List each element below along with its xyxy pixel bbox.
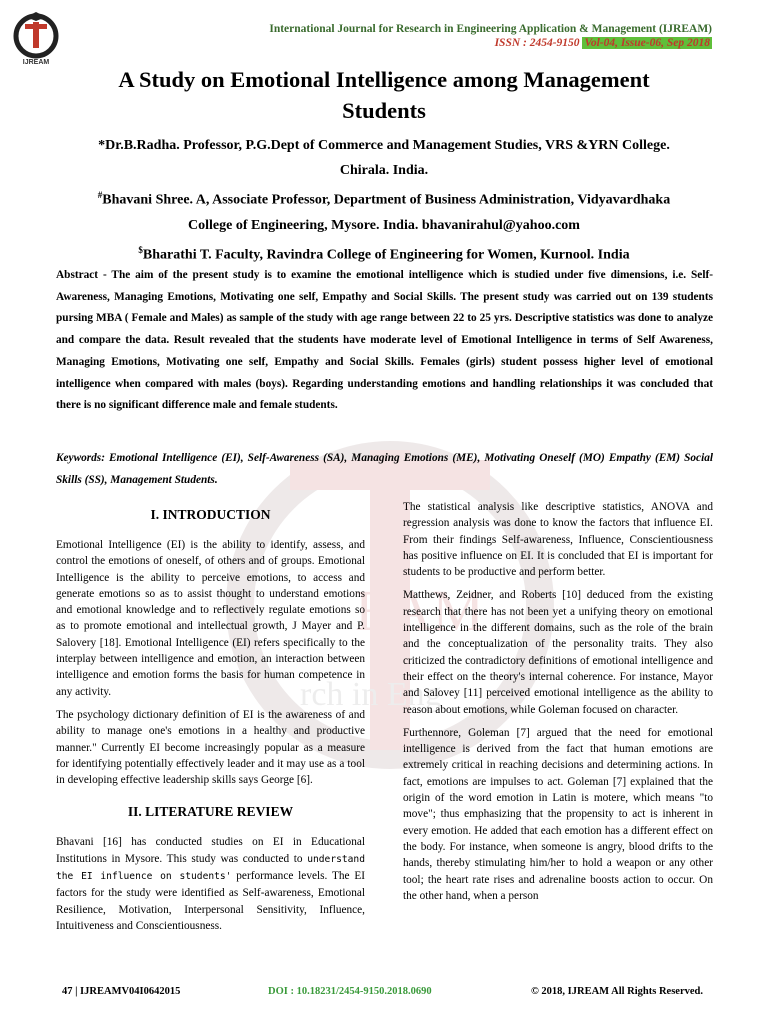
author-2: #Bhavani Shree. A, Associate Professor, Department of Business Administration, Vidyavardhaka [97,190,671,208]
keywords: Keywords: Emotional Intelligence (EI), Self-Awareness (SA), Managing Emotions (ME), Motivating Oneself (MO) Empathy (EM) Social Skills (SS), Management Students. [56,452,713,486]
author-2-affiliation: College of Engineering, Mysore. India. bhavanirahul@yahoo.com [188,217,580,233]
right-paragraph-1: The statistical analysis like descriptive statistics, ANOVA and regression analysis was done to know the factors that influence EI. From their findings Self-awareness, Influence, Conscientiousness has positive influence on EI. It is concluded that EI is important for students to be productive and perform better. [403,501,713,579]
author-1-affiliation: Chirala. India. [339,163,429,178]
title-line-1: A Study on Emotional Intelligence among Management [118,67,650,92]
right-paragraph-3: Furthennore, Goleman [7] argued that the need for emotional intelligence is derived from the fact that human emotions are extremely critical in reaching decisions and determining actions. In fact, emotions are impulses to act. Goleman [7] explained that the origin of the word emotion in Latin is motere, which means "to move"; thus emphasizing that the propensity to act is inherent in every emotion. He added that each emotion has a different effect on the body. For instance, when someone is angry, blood drifts to the hands, thereby stimulating him/her to hold a weapon or any other tool; the heart rate rises and adrenaline boosts action to occur. On the other hand, when a person [403,726,713,902]
literature-paragraph-1: Bhavani [16] has conducted studies on EI in Educational Institutions in Mysore. This study was conducted to understand the EI influence on students' performance levels. The EI factors for the study were identified as Self-awareness, Emotional Resilience, Motivation, Interpersonal Sensitivity, Influence, Intuitiveness and Conscientiousness. [56,836,365,932]
author-list [50,133,718,267]
abstract: Abstract - The aim of the present study is to examine the emotional intelligence which is studied under five dimensions, i.e. Self-Awareness, Managing Emotions, Motivating one self, Empathy and Social Skills. The present study was carried out on 139 students pursing MBA ( Female and Males) as sample of the study with age range between 22 to 25 yrs. Descriptive statistics was done to analyze and compare the data. Result revealed that the students have moderate level of Emotional Intelligence in terms of Self Awareness, Managing Emotions, Motivating one self, Empathy and Social Skills. Females (girls) student possess higher level of emotional intelligence when compared with males (boys). Regarding understanding emotions and handling relationships it was concluded that there is no significant difference male and female students. [56,269,713,412]
footer-page-id: 47 | IJREAMV04I0642015 [62,986,181,997]
issn-volume-line [340,36,712,50]
issn: ISSN : 2454-9150 [494,37,580,49]
volume-issue: Vol-04, Issue-06, Sep 2018 [584,37,710,49]
section-literature-heading: II. LITERATURE REVIEW [127,804,294,820]
logo-text: IJREAM [22,59,50,66]
author-1: *Dr.B.Radha. Professor, P.G.Dept of Commerce and Management Studies, VRS &YRN College. [98,138,670,153]
footer-doi: DOI : 10.18231/2454-9150.2018.0690 [268,986,432,997]
title-line-2: Students [342,98,426,123]
left-column [56,505,365,941]
right-paragraph-2: Matthews, Zeidner, and Roberts [10] deduced from the existing research that there has not been yet a unifying theory on emotional intelligence in the different domains, such as the role of the brain and the conceptualization of the personality traits. They also criticized the contradictory definitions of emotional intelligence and their effect on the theory's internal coherence. For instance, Mayor and Salovey [11] perceived emotional intelligence as the ability to reason about emotions, while Goleman focused on character. [403,589,713,716]
footer-copyright: © 2018, IJREAM All Rights Reserved. [530,986,703,997]
watermark-arc-text: rch in Eng [300,676,442,713]
right-column [403,499,713,911]
paper-title [40,64,728,126]
section-introduction-heading: I. INTRODUCTION [150,507,271,522]
author-3: $Bharathi T. Faculty, Ravindra College of Engineering for Women, Kurnool. India [138,244,630,263]
journal-name: International Journal for Research in Engineering Application & Management (IJREAM) [269,23,712,35]
journal-logo-icon [12,10,60,66]
page-footer [56,986,713,1002]
watermark-center-text: EAM [355,578,484,643]
intro-paragraph-1: Emotional Intelligence (EI) is the ability to identify, assess, and control the emotions of oneself, of others and of groups. Emotional Intelligence is the ability to perceive emotions, to access and generate emotions so as to assist thought to understand emotions and emotional knowledge and to reflectively regulate emotions so as to promote emotional and intellectual growth, J Mayer and P. Salovery [18]. Emotional Intelligence (EI) refers specifically to the interplay between intelligence and emotion, an interaction between intelligence and emotion forms the basis for human competence in any activity. [56,539,365,698]
intro-paragraph-2: The psychology dictionary definition of EI is the awareness of and ability to manage one's emotions in a healthy and productive manner." Currently EI become increasingly popular as a measure for identifying potentially effectively leader and it may use as a tool in developing effective leadership skills says George [6]. [56,708,365,787]
